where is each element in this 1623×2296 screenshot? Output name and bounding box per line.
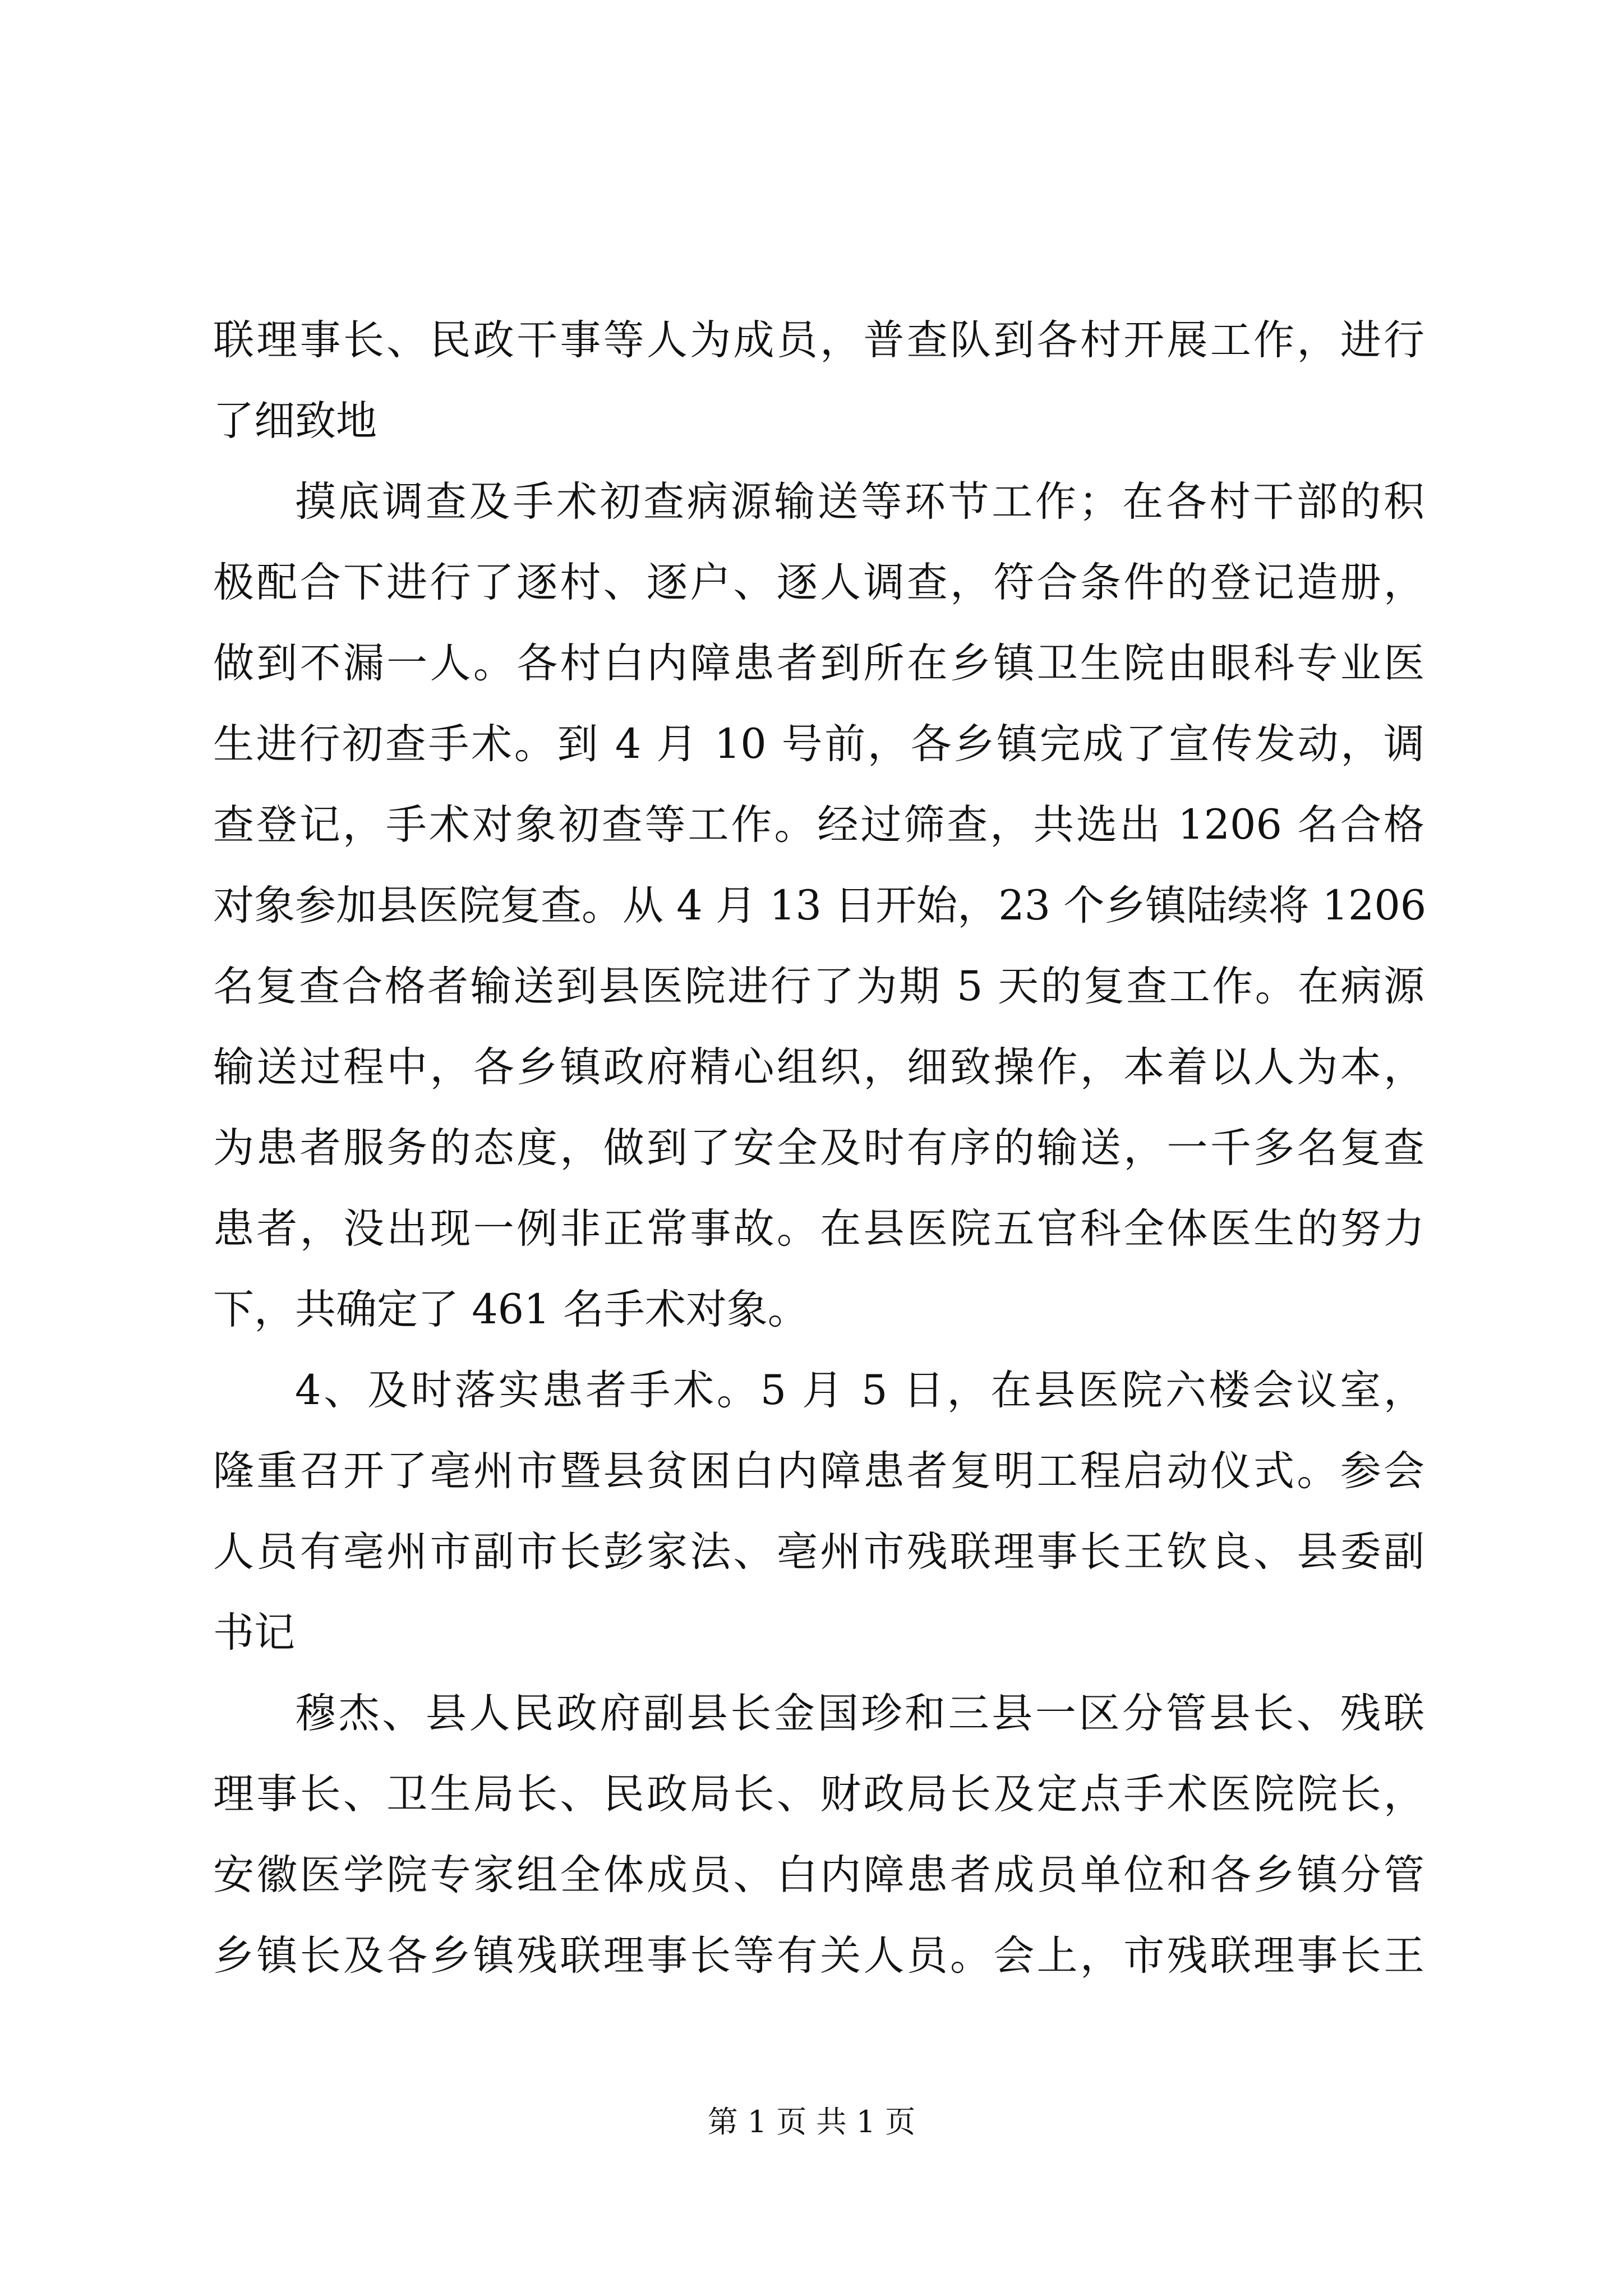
text-line: 患者，没出现一例非正常事故。在县医院五官科全体医生的努力 — [213, 1205, 1424, 1253]
page-footer: 第 1 页 共 1 页 — [707, 2104, 916, 2139]
document-body — [213, 300, 1427, 1996]
text-line: 做到不漏一人。各村白内障患者到所在乡镇卫生院由眼科专业医 — [213, 639, 1424, 687]
text-line: 对象参加县医院复查。从 4 月 13 日开始，23 个乡镇陆续将 1206 — [213, 882, 1427, 930]
text-line: 了细致地 — [213, 397, 377, 445]
text-line: 摸底调查及手术初查病源输送等环节工作；在各村干部的积 — [295, 478, 1424, 526]
text-line: 名复查合格者输送到县医院进行了为期 5 天的复查工作。在病源 — [213, 963, 1424, 1010]
text-line: 生进行初查手术。到 4 月 10 号前，各乡镇完成了宣传发动，调 — [213, 720, 1424, 768]
text-line: 人员有亳州市副市长彭家法、亳州市残联理事长王钦良、县委副 — [213, 1528, 1424, 1576]
text-line: 隆重召开了亳州市暨县贫困白内障患者复明工程启动仪式。参会 — [213, 1447, 1424, 1495]
text-line: 4、及时落实患者手术。5 月 5 日，在县医院六楼会议室， — [295, 1366, 1424, 1414]
text-line: 联理事长、民政干事等人为成员，普查队到各村开展工作，进行 — [213, 316, 1424, 364]
text-line: 输送过程中，各乡镇政府精心组织，细致操作，本着以人为本， — [213, 1043, 1424, 1091]
text-line: 极配合下进行了逐村、逐户、逐人调查，符合条件的登记造册， — [213, 559, 1424, 606]
text-line: 书记 — [213, 1609, 295, 1657]
text-line: 穆杰、县人民政府副县长金国珍和三县一区分管县长、残联 — [295, 1690, 1424, 1737]
text-line: 乡镇长及各乡镇残联理事长等有关人员。会上，市残联理事长王 — [213, 1932, 1424, 1980]
text-line: 为患者服务的态度，做到了安全及时有序的输送，一千多名复查 — [213, 1124, 1424, 1172]
text-line: 下，共确定了 461 名手术对象。 — [213, 1286, 809, 1333]
text-line: 查登记，手术对象初查等工作。经过筛查，共选出 1206 名合格 — [213, 801, 1424, 849]
text-line: 安徽医学院专家组全体成员、白内障患者成员单位和各乡镇分管 — [213, 1851, 1424, 1899]
text-line: 理事长、卫生局长、民政局长、财政局长及定点手术医院院长， — [213, 1770, 1424, 1818]
